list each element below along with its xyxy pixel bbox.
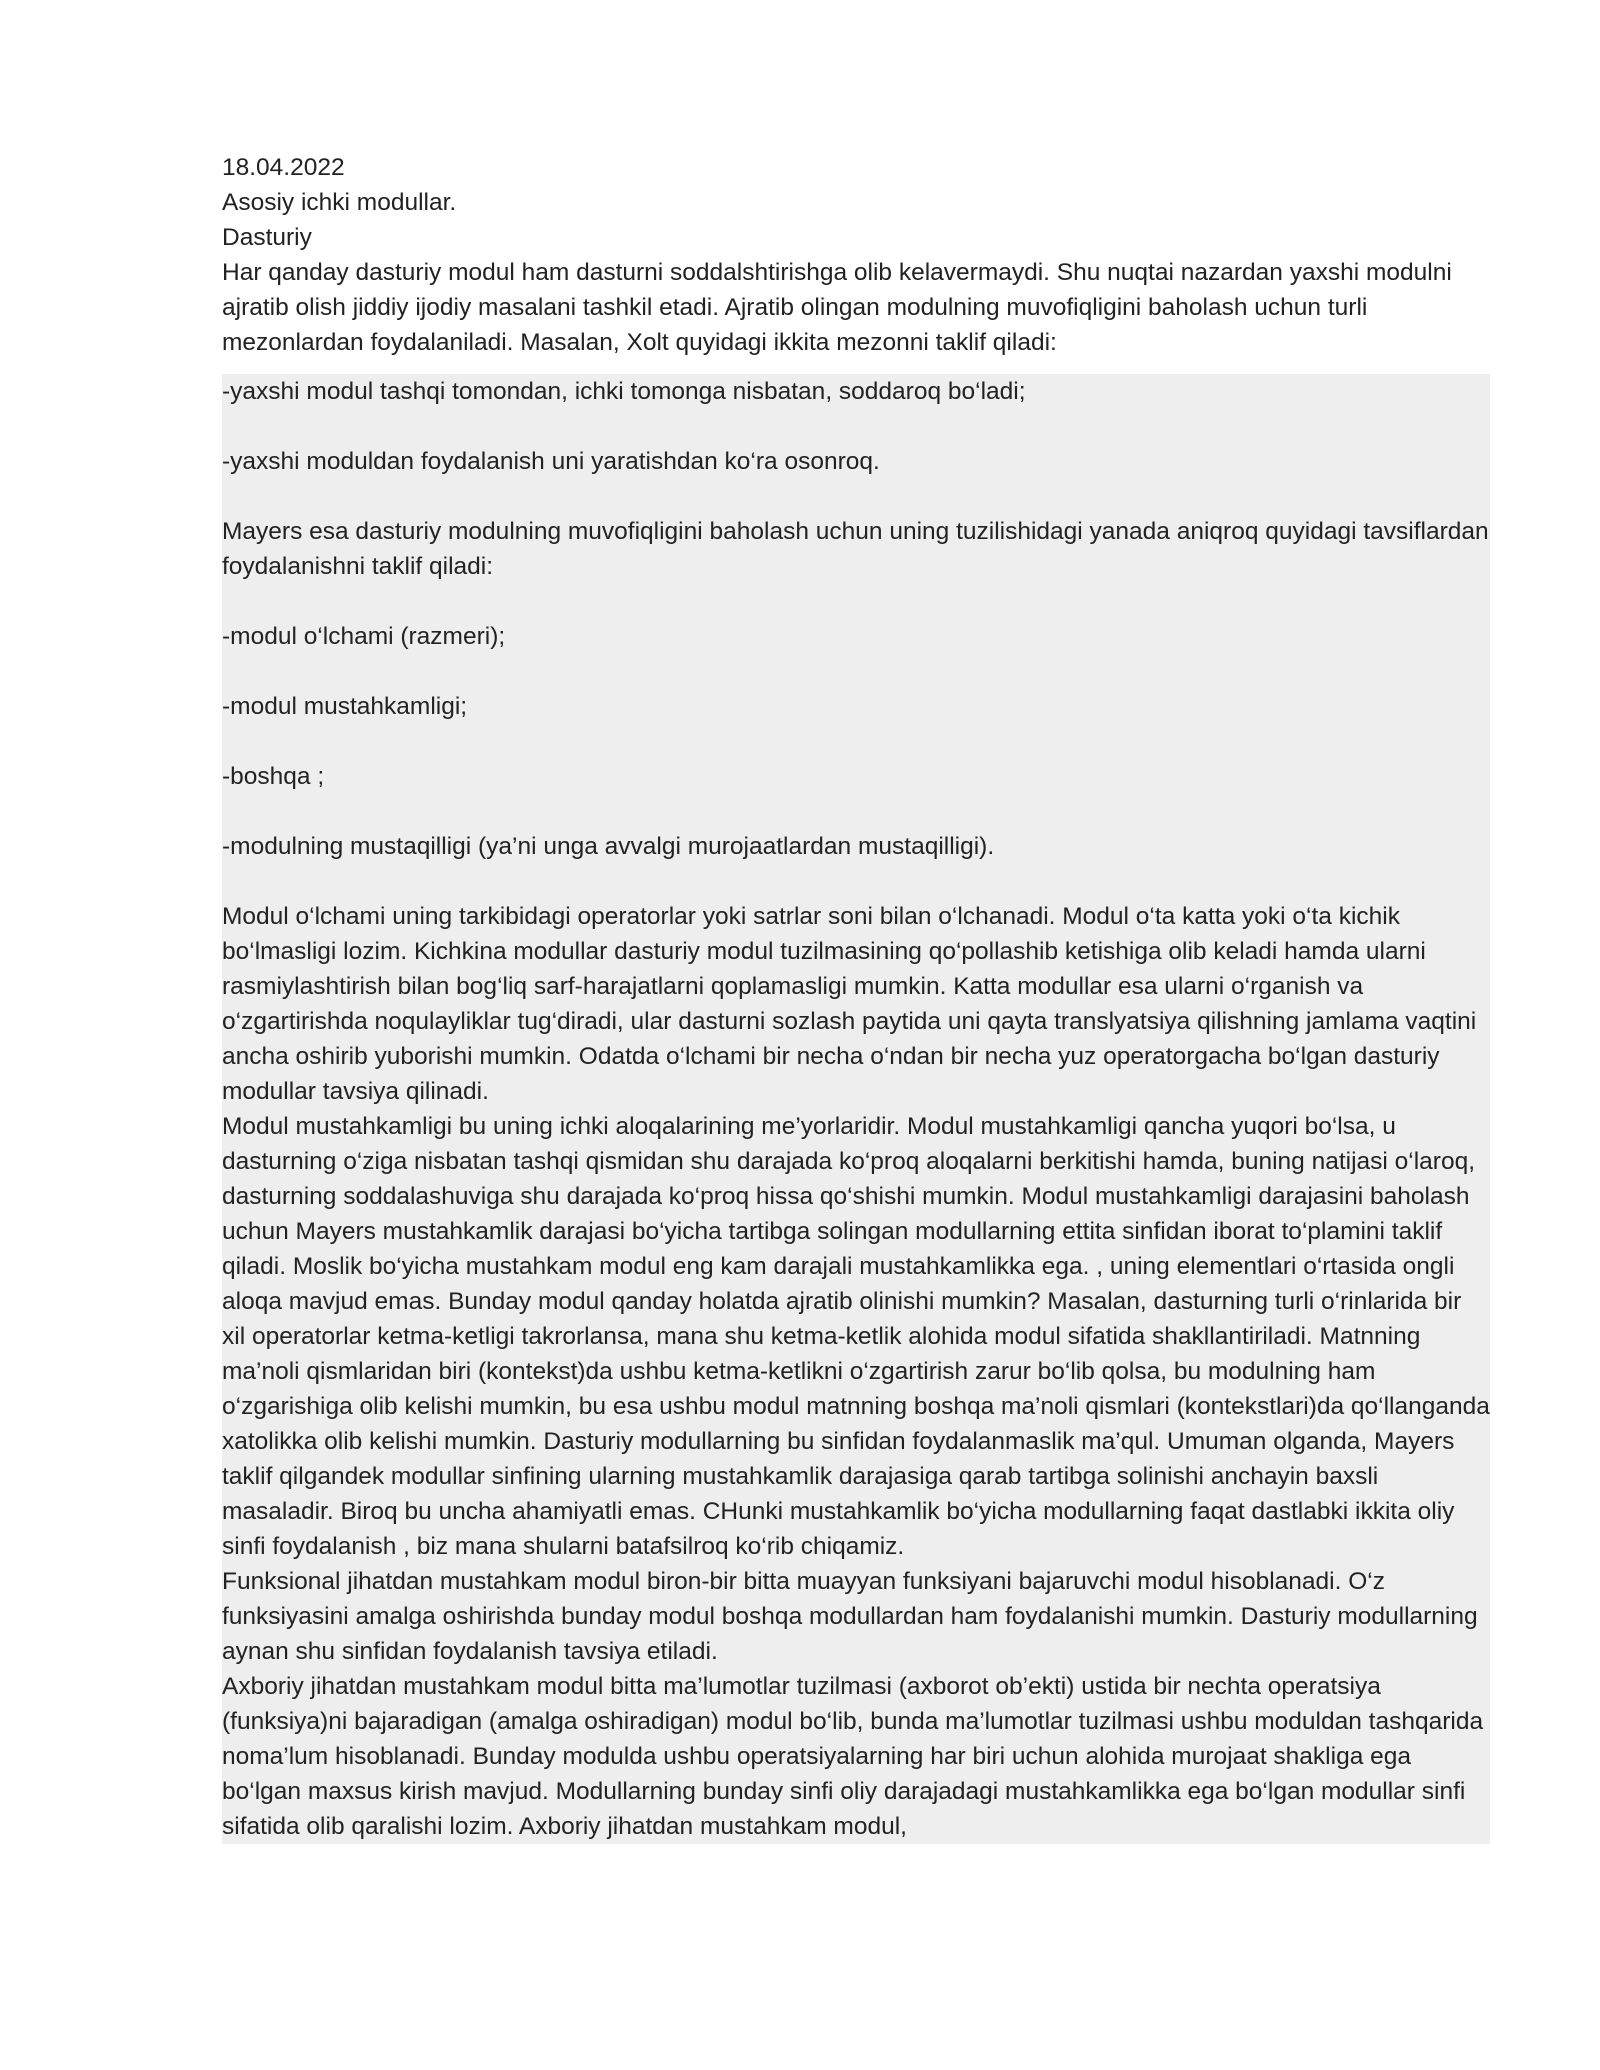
mayers-criterion-1: -modul o‘lchami (razmeri); <box>222 623 506 650</box>
document-date: 18.04.2022 <box>222 154 345 181</box>
holt-criterion-1: -yaxshi modul tashqi tomondan, ichki tomonga nisbatan, soddaroq bo‘ladi; <box>222 378 1026 405</box>
mayers-criterion-3: -boshqa ; <box>222 763 325 790</box>
mayers-criterion-4: -modulning mustaqilligi (ya’ni unga avvalgi murojaatlardan mustaqilligi). <box>222 833 995 860</box>
paragraph-module-size: Modul o‘lchami uning tarkibidagi operatorlar yoki satrlar soni bilan o‘lchanadi. Modul o‘ta katta yoki o‘ta kichik bo‘lmasligi lozim. Kichkina modullar dasturiy modul tuzilmasining qo‘pollashib ketishiga olib keladi hamda ularni rasmiylashtirish bilan bog‘liq sarf-harajatlarni qoplamasligi mumkin. Katta modullar esa ularni o‘rganish va o‘zgartirishda noqulayliklar tug‘diradi, ular dasturni sozlash paytida uni qayta translyatsiya qilishning jamlama vaqtini ancha oshirib yuborishi mumkin. Odatda o‘lchami bir necha o‘ndan bir necha yuz operatorgacha bo‘lgan dasturiy modullar tavsiya qilinadi. <box>222 903 1477 1105</box>
highlighted-block <box>222 374 1490 1844</box>
mayers-criterion-2: -modul mustahkamligi; <box>222 693 468 720</box>
mayers-intro-paragraph: Mayers esa dasturiy modulning muvofiqligini baholash uchun uning tuzilishidagi yanada aniqroq quyidagi tavsiflardan foydalanishni taklif qiladi: <box>222 518 1489 580</box>
holt-criterion-2: -yaxshi moduldan foydalanish uni yaratishdan ko‘ra osonroq. <box>222 448 880 475</box>
paragraph-informational-strength: Axboriy jihatdan mustahkam modul bitta ma’lumotlar tuzilmasi (axborot ob’ekti) ustida bir nechta operatsiya (funksiya)ni bajaradigan (amalga oshiradigan) modul bo‘lib, bunda ma’lumotlar tuzilmasi ushbu moduldan tashqarida noma’lum hisoblanadi. Bunday modulda ushbu operatsiyalarning har biri uchun alohida murojaat shakliga ega bo‘lgan maxsus kirish mavjud. Modullarning bunday sinfi oliy darajadagi mustahkamlikka ega bo‘lgan modullar sinfi sifatida olib qaralishi lozim. Axboriy jihatdan mustahkam modul, <box>222 1673 1484 1840</box>
intro-paragraph: Har qanday dasturiy modul ham dasturni soddalshtirishga olib kelavermaydi. Shu nuqtai nazardan yaxshi modulni ajratib olish jiddiy ijodiy masalani tashkil etadi. Ajratib olingan modulning muvofiqligini baholash uchun turli mezonlardan foydalaniladi. Masalan, Xolt quyidagi ikkita mezonni taklif qiladi: <box>222 259 1452 356</box>
document-title: Asosiy ichki modullar. <box>222 189 457 216</box>
document-subtitle: Dasturiy <box>222 224 312 251</box>
paragraph-functional-strength: Funksional jihatdan mustahkam modul biron-bir bitta muayyan funksiyani bajaruvchi modul hisoblanadi. O‘z funksiyasini amalga oshirishda bunday modul boshqa modullardan ham foydalanishi mumkin. Dasturiy modullarning aynan shu sinfidan foydalanish tavsiya etiladi. <box>222 1568 1478 1665</box>
document-body <box>222 150 1490 1844</box>
paragraph-module-strength: Modul mustahkamligi bu uning ichki aloqalarining me’yorlaridir. Modul mustahkamligi qancha yuqori bo‘lsa, u dasturning o‘ziga nisbatan tashqi qismidan shu darajada ko‘proq aloqalarni berkitishi hamda, buning natijasi o‘laroq, dasturning soddalashuviga shu darajada ko‘proq hissa qo‘shishi mumkin. Modul mustahkamligi darajasini baholash uchun Mayers mustahkamlik darajasi bo‘yicha tartibga solingan modullarning ettita sinfidan iborat to‘plamini taklif qiladi. Moslik bo‘yicha mustahkam modul eng kam darajali mustahkamlikka ega. , uning elementlari o‘rtasida ongli aloqa mavjud emas. Bunday modul qanday holatda ajratib olinishi mumkin? Masalan, dasturning turli o‘rinlarida bir xil operatorlar ketma-ketligi takrorlansa, mana shu ketma-ketlik alohida modul sifatida shakllantiriladi. Matnning ma’noli qismlaridan biri (kontekst)da ushbu ketma-ketlikni o‘zgartirish zarur bo‘lib qolsa, bu modulning ham o‘zgarishiga olib kelishi mumkin, bu esa ushbu modul matnning boshqa ma’noli qismlari (kontekstlari)da qo‘llanganda xatolikka olib kelishi mumkin. Dasturiy modullarning bu sinfidan foydalanmaslik ma’qul. Umuman olganda, Mayers taklif qilgandek modullar sinfining ularning mustahkamlik darajasiga qarab tartibga solinishi anchayin baxsli masaladir. Biroq bu uncha ahamiyatli emas. CHunki mustahkamlik bo‘yicha modullarning faqat dastlabki ikkita oliy sinfi foydalanish , biz mana shularni batafsilroq ko‘rib chiqamiz. <box>222 1113 1490 1560</box>
